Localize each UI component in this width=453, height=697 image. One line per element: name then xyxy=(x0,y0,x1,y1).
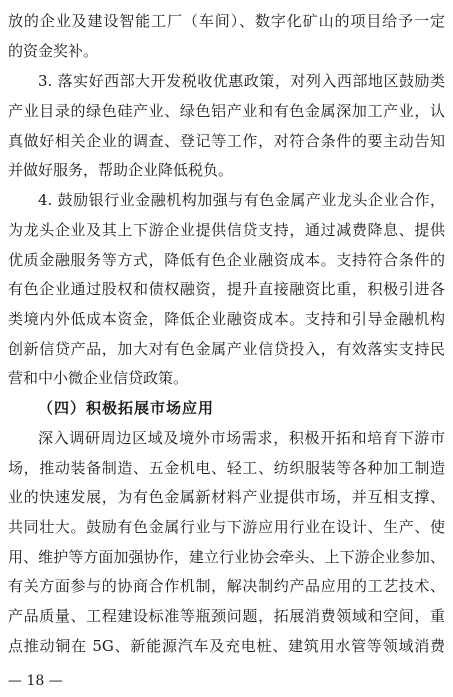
text-line: 点推动铜在 5G、新能源汽车及充电桩、建筑用水管等领域消费 xyxy=(8,637,445,655)
text-line: 为龙头企业及其上下游企业提供信贷支持，通过减费降息、提供 xyxy=(8,221,445,239)
section-heading: （四）积极拓展市场应用 xyxy=(38,399,215,417)
text-line: 4. 鼓励银行业金融机构加强与有色金属产业龙头企业合作， xyxy=(38,191,445,209)
text-line: 深入调研周边区域及境外市场需求，积极开拓和培育下游市 xyxy=(38,429,445,447)
text-line: 用、维护等方面加强协作，建立行业协会牵头、上下游企业参加、 xyxy=(8,548,445,566)
text-line: 有色企业通过股权和债权融资，提升直接融资比重，积极引进各 xyxy=(8,280,445,298)
text-line: 真做好相关企业的调查、登记等工作，对符合条件的要主动告知 xyxy=(8,132,445,150)
text-line: 类境内外低成本资金，降低企业融资成本。支持和引导金融机构 xyxy=(8,310,445,328)
text-line: 放的企业及建设智能工厂（车间）、数字化矿山的项目给予一定 xyxy=(8,12,445,30)
text-line: 创新信贷产品，加大对有色金属产业信贷投入，有效落实支持民 xyxy=(8,340,445,358)
text-line: 产品质量、工程建设标准等瓶颈问题，拓展消费领域和空间，重 xyxy=(8,607,445,625)
text-line: 有关方面参与的协商合作机制，解决制约产品应用的工艺技术、 xyxy=(8,577,445,595)
page-number: — 18 — xyxy=(8,673,63,689)
text-line: 优质金融服务等方式，降低有色企业融资成本。支持符合条件的 xyxy=(8,251,445,269)
text-line: 3. 落实好西部大开发税收优惠政策，对列入西部地区鼓励类 xyxy=(38,72,445,90)
text-line: 业的快速发展，为有色金属新材料产业提供市场，并互相支撑、 xyxy=(8,488,445,506)
text-line: 营和中小微企业信贷政策。 xyxy=(8,369,189,387)
text-line: 的资金奖补。 xyxy=(8,42,99,60)
text-line: 共同壮大。鼓励有色金属行业与下游应用行业在设计、生产、使 xyxy=(8,518,445,536)
text-line: 产业目录的绿色硅产业、绿色铝产业和有色金属深加工产业，认 xyxy=(8,102,445,120)
text-line: 并做好服务，帮助企业降低税负。 xyxy=(8,161,234,179)
text-line: 场，推动装备制造、五金机电、轻工、纺织服装等各种加工制造 xyxy=(8,459,445,477)
